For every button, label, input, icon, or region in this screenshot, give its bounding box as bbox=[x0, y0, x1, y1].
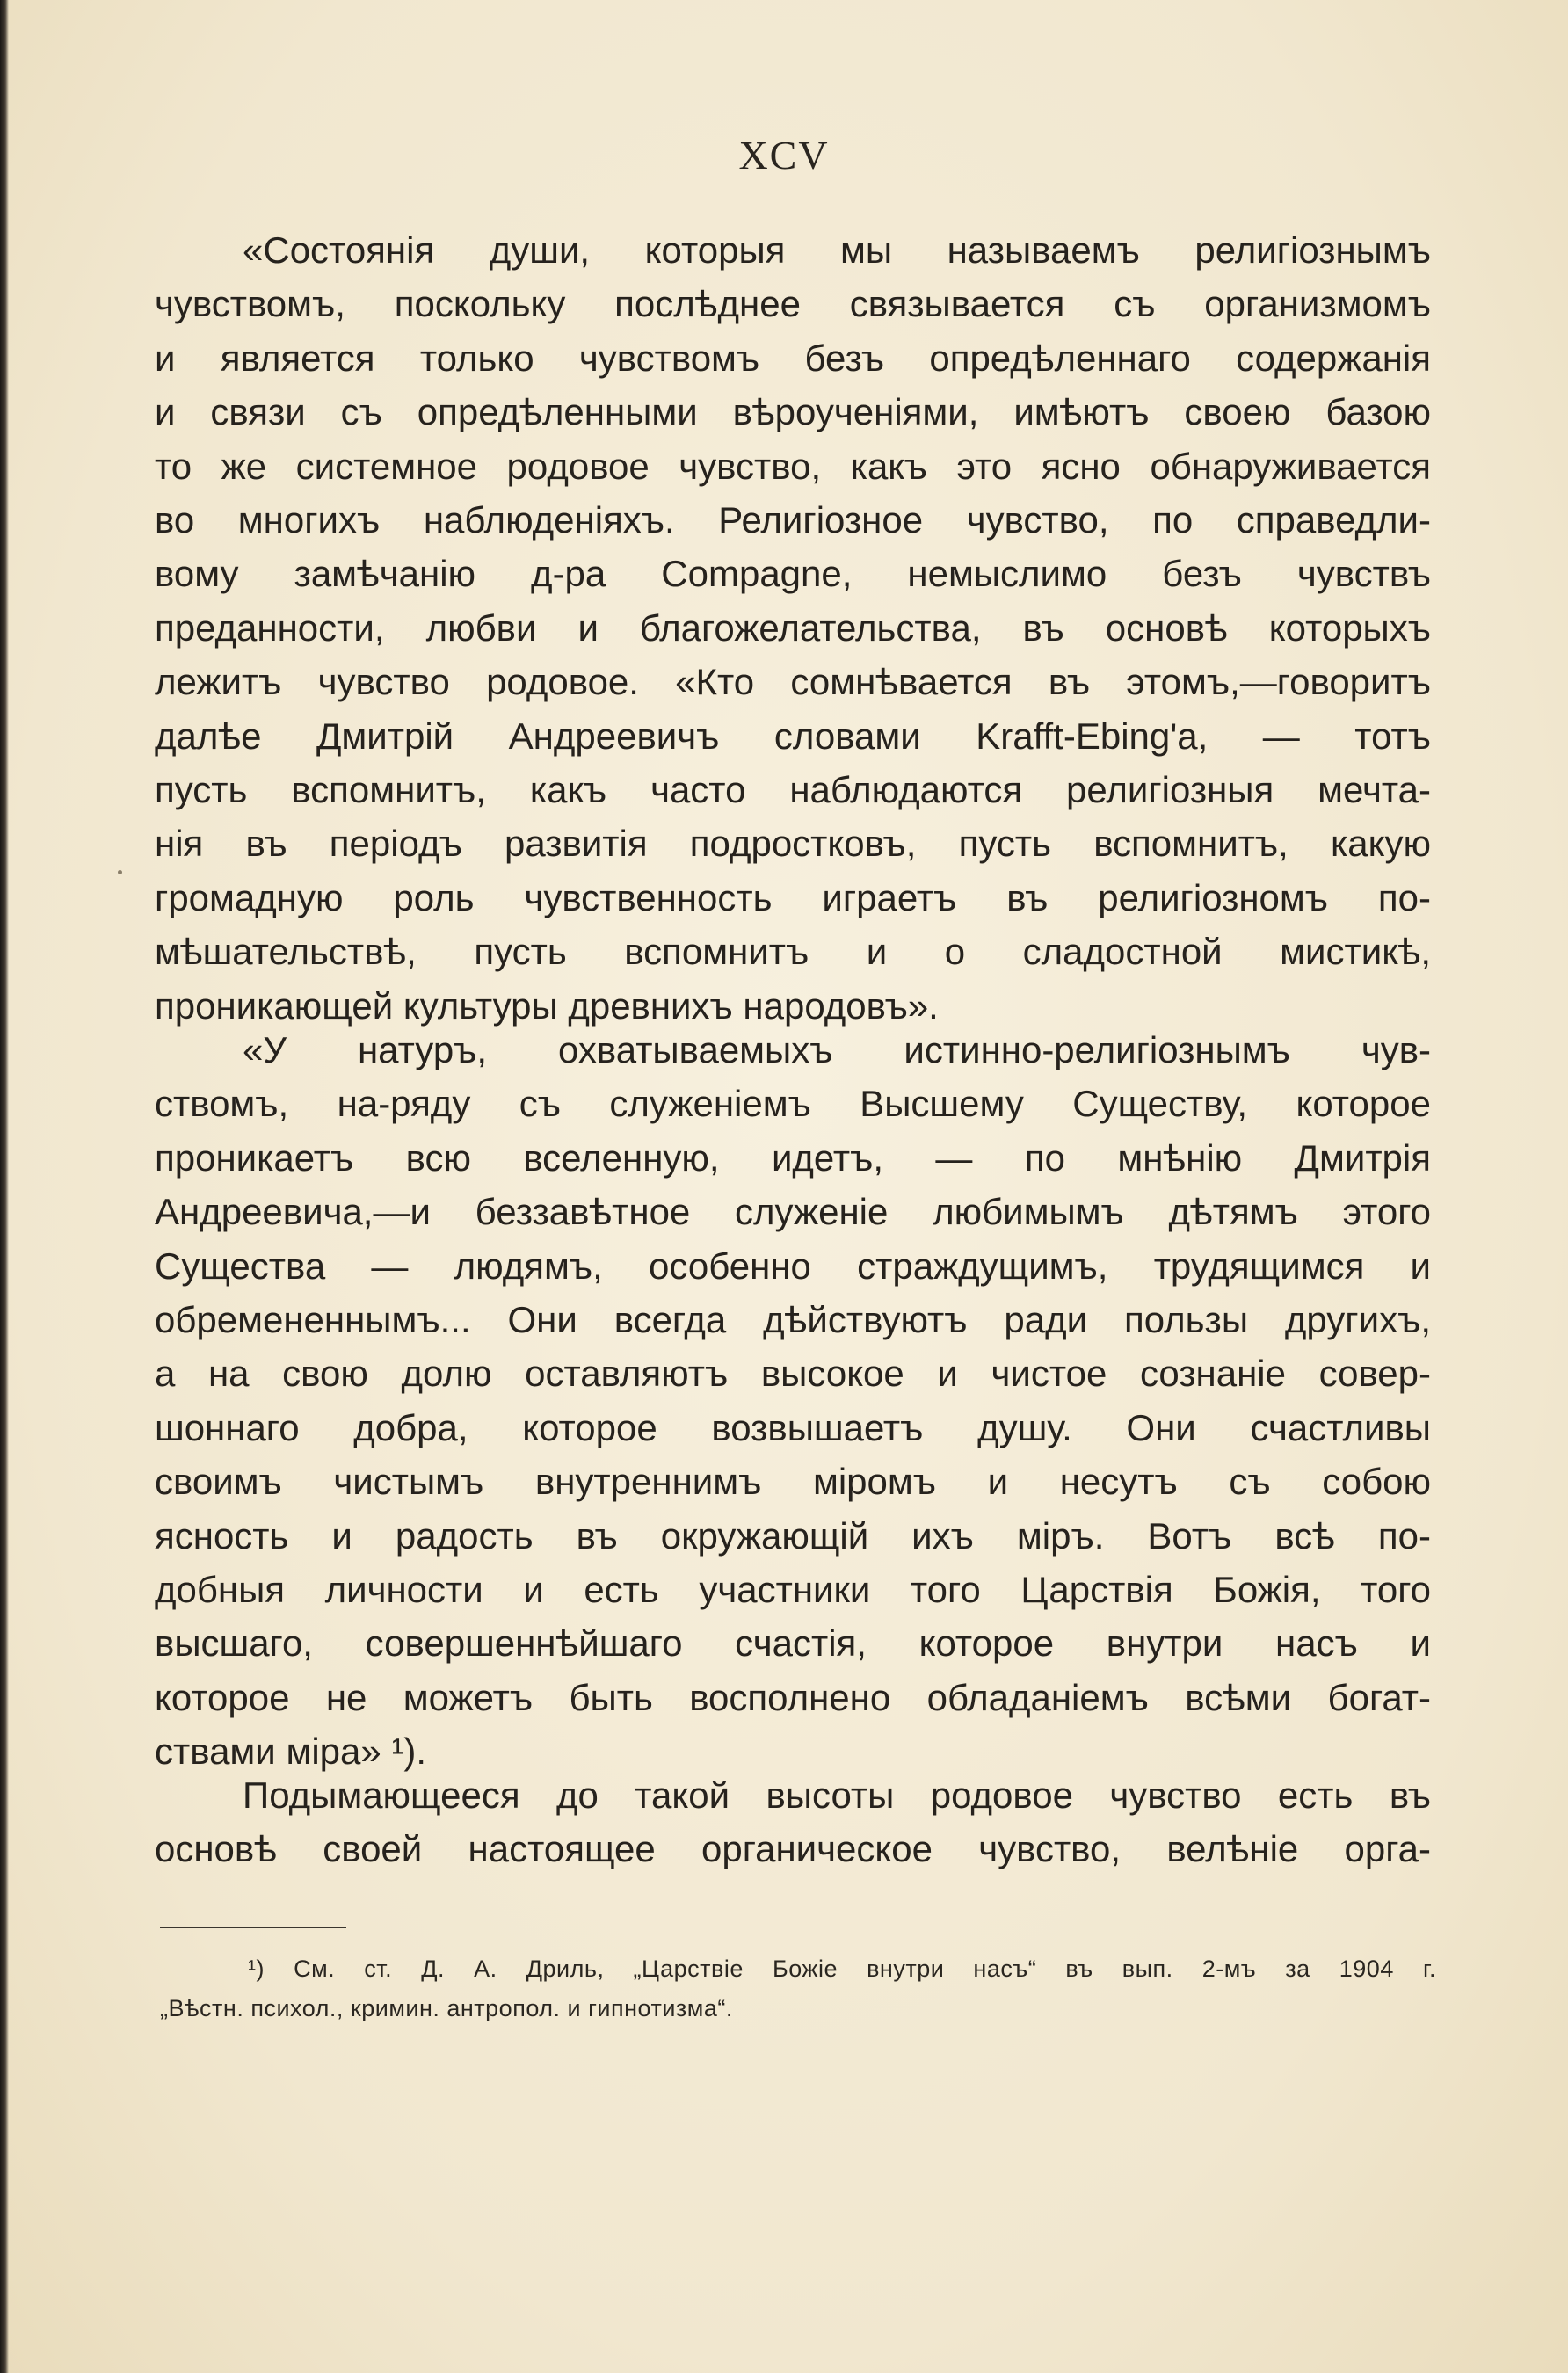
text-line: шоннаго добра, которое возвышаетъ душу. Они счастливы bbox=[155, 1406, 1431, 1448]
text-line: Андреевича,—и беззавѣтное служеніе любимымъ дѣтямъ этого bbox=[155, 1191, 1431, 1233]
footnote-block bbox=[160, 1949, 1436, 2028]
text-line: «У натуръ, охватываемыхъ истинно-религіознымъ чув- bbox=[243, 1029, 1431, 1070]
text-line: мѣшательствѣ, пусть вспомнитъ и о сладостной мистикѣ, bbox=[155, 931, 1431, 973]
text-line: обремененнымъ... Они всегда дѣйствуютъ ради пользы другихъ, bbox=[155, 1299, 1431, 1341]
scan-binding-edge bbox=[0, 0, 9, 2373]
text-line: Подымающееся до такой высоты родовое чувство есть въ bbox=[243, 1774, 1431, 1816]
text-line: высшаго, совершеннѣйшаго счастія, которое внутри насъ и bbox=[155, 1622, 1431, 1665]
paper-speck bbox=[118, 870, 122, 874]
text-line: и связи съ опредѣленными вѣроученіями, имѣютъ своею базою bbox=[155, 391, 1431, 433]
paragraph-1 bbox=[155, 223, 1431, 1033]
text-line: Существа — людямъ, особенно страждущимъ, трудящимся и bbox=[155, 1245, 1431, 1287]
text-line: ствомъ, на-ряду съ служеніемъ Высшему Существу, которое bbox=[155, 1083, 1431, 1125]
text-line: то же системное родовое чувство, какъ это ясно обнаруживается bbox=[155, 445, 1431, 487]
text-line: а на свою долю оставляютъ высокое и чистое сознаніе совер- bbox=[155, 1353, 1431, 1395]
paragraph-3 bbox=[155, 1768, 1431, 1876]
text-line: «Состоянія души, которыя мы называемъ религіознымъ bbox=[243, 229, 1431, 271]
text-line: ясность и радость въ окружающій ихъ міръ. Вотъ всѣ по- bbox=[155, 1514, 1431, 1557]
text-line: далѣе Дмитрій Андреевичъ словами Krafft-Ebing'a, — тотъ bbox=[155, 715, 1431, 757]
text-line: лежитъ чувство родовое. «Кто сомнѣвается въ этомъ,—говоритъ bbox=[155, 661, 1431, 703]
text-line: пусть вспомнитъ, какъ часто наблюдаются религіозныя мечта- bbox=[155, 769, 1431, 811]
text-line: преданности, любви и благожелательства, въ основѣ которыхъ bbox=[155, 606, 1431, 649]
text-line: чувствомъ, поскольку послѣднее связывается съ организмомъ bbox=[155, 283, 1431, 325]
text-line: добныя личности и есть участники того Царствія Божія, того bbox=[155, 1569, 1431, 1611]
text-line: основѣ своей настоящее органическое чувство, велѣніе орга- bbox=[155, 1828, 1431, 1870]
text-line: ствами міра» ¹). bbox=[155, 1731, 427, 1773]
text-line: и является только чувствомъ безъ опредѣленнаго содержанія bbox=[155, 337, 1431, 379]
footnote-line: „Вѣстн. психол., кримин. антропол. и гипнотизма“. bbox=[160, 1995, 733, 2021]
text-line: громадную роль чувственность играетъ въ религіозномъ по- bbox=[155, 876, 1431, 918]
text-line: которое не можетъ быть восполнено обладаніемъ всѣми богат- bbox=[155, 1676, 1431, 1718]
text-line: своимъ чистымъ внутреннимъ міромъ и несутъ съ собою bbox=[155, 1461, 1431, 1503]
page-number: XCV bbox=[738, 133, 830, 178]
footnote-separator bbox=[160, 1927, 346, 1928]
text-line: нія въ періодъ развитія подростковъ, пусть вспомнитъ, какую bbox=[155, 823, 1431, 865]
text-line: во многихъ наблюденіяхъ. Религіозное чувство, по справедли- bbox=[155, 499, 1431, 541]
text-line: проникаетъ всю вселенную, идетъ, — по мнѣнію Дмитрія bbox=[155, 1136, 1431, 1179]
footnote-line: ¹) См. ст. Д. А. Дриль, „Царствіе Божіе внутри насъ“ въ вып. 2-мъ за 1904 г. bbox=[248, 1956, 1436, 1982]
paragraph-2 bbox=[155, 1023, 1431, 1779]
text-line: проникающей культуры древнихъ народовъ». bbox=[155, 984, 939, 1027]
text-line: вому замѣчанію д-ра Compagne, немыслимо безъ чувствъ bbox=[155, 553, 1431, 595]
